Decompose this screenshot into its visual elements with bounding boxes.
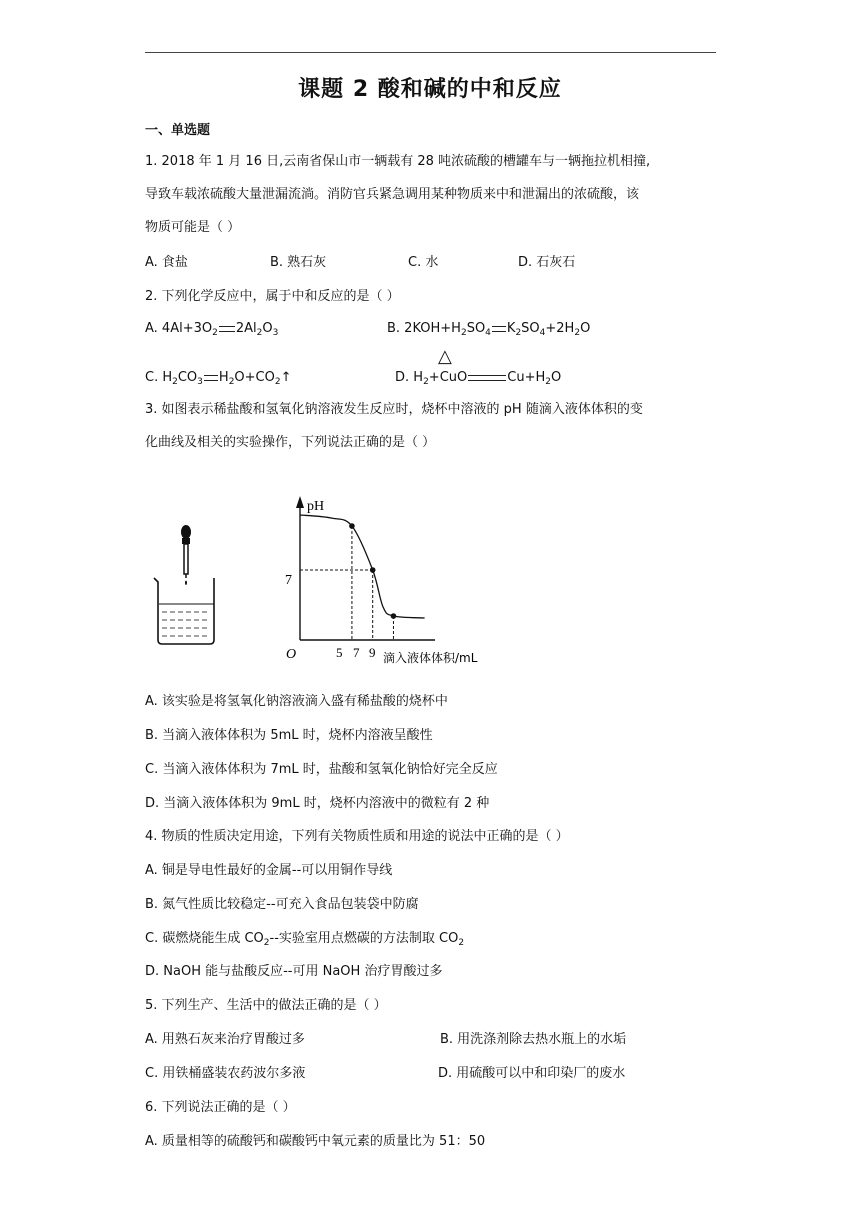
q2-option-a: A. $4Al+3O_2$ $2Al_2O_3$ <box>145 321 279 338</box>
q1-option-c: C. 水 <box>408 255 439 270</box>
q4-option-b: B. 氮气性质比较稳定--可充入食品包装袋中防腐 <box>145 897 419 912</box>
q5-option-c: C. 用铁桶盛装农药波尔多液 <box>145 1066 306 1081</box>
q3-option-c: C. 当滴入液体体积为 7mL 时，盐酸和氢氧化钠恰好完全反应 <box>145 762 498 777</box>
q4-option-c: C. 碳燃烧能生成 $CO_2--$实验室用点燃碳的方法制取 $CO_2$ <box>145 931 465 948</box>
x-tick-5: 5 <box>336 645 343 660</box>
q1-option-d: D. 石灰石 <box>518 255 576 270</box>
q2-option-b: B. $2KOH+H_2SO_4$ $K_2SO_4+2H_2O$ <box>387 321 591 338</box>
header-rule <box>145 52 716 53</box>
q5-option-b: B. 用洗涤剂除去热水瓶上的水垢 <box>440 1032 627 1047</box>
q4-option-a: A. 铜是导电性最好的金属--可以用铜作导线 <box>145 863 393 878</box>
q4-option-d: D. NaOH 能与盐酸反应--可用 NaOH 治疗胃酸过多 <box>145 964 443 979</box>
x-axis-label: 滴入液体体积/mL <box>383 651 478 665</box>
q1-line2: 导致车载浓硫酸大量泄漏流淌。消防官兵紧急调用某种物质来中和泄漏出的浓硫酸，该 <box>145 187 640 202</box>
q4-stem: 4. 物质的性质决定用途，下列有关物质性质和用途的说法中正确的是（ ） <box>145 829 569 844</box>
q2-stem: 2. 下列化学反应中，属于中和反应的是（ ） <box>145 289 400 304</box>
data-point-5 <box>349 523 355 529</box>
q1-option-a: A. 食盐 <box>145 255 188 270</box>
heat-symbol: △ <box>438 346 452 367</box>
q5-option-d: D. 用硫酸可以中和印染厂的废水 <box>438 1066 626 1081</box>
q3-option-b: B. 当滴入液体体积为 5mL 时，烧杯内溶液呈酸性 <box>145 728 433 743</box>
q1-line1: 1. 2018 年 1 月 16 日,云南省保山市一辆载有 28 吨浓硫酸的槽罐车与一辆拖拉机相撞, <box>145 154 651 169</box>
beaker-icon <box>154 578 214 644</box>
q2-option-c: C. $H_2CO_3$ $H_2O+CO_2↑$ <box>145 370 292 387</box>
ph-curve-line <box>300 515 425 618</box>
q6-stem: 6. 下列说法正确的是（ ） <box>145 1100 296 1115</box>
q6-option-a: A. 质量相等的硫酸钙和碳酸钙中氧元素的质量比为 51：50 <box>145 1134 486 1149</box>
q3-line1: 3. 如图表示稀盐酸和氢氧化钠溶液发生反应时，烧杯中溶液的 pH 随滴入液体体积的变 <box>145 402 643 417</box>
q2-option-d: D. $H_2+CuO$ $Cu+H_2O$ <box>395 370 562 387</box>
y-axis <box>296 496 304 640</box>
q1-line3: 物质可能是（ ） <box>145 220 241 235</box>
q3-line2: 化曲线及相关的实验操作，下列说法正确的是（ ） <box>145 435 436 450</box>
y-tick-7: 7 <box>285 573 292 588</box>
data-point-7 <box>370 567 376 573</box>
beaker-dropper-figure <box>148 520 228 650</box>
section-heading: 一、单选题 <box>145 123 211 138</box>
q5-option-a: A. 用熟石灰来治疗胃酸过多 <box>145 1032 305 1047</box>
y-axis-label: pH <box>307 499 325 514</box>
x-tick-9: 9 <box>369 645 376 660</box>
dropper-icon <box>181 525 191 585</box>
page-title: 课题 2 酸和碱的中和反应 <box>298 77 562 102</box>
q3-option-d: D. 当滴入液体体积为 9mL 时，烧杯内溶液中的微粒有 2 种 <box>145 796 490 811</box>
x-tick-7: 7 <box>353 645 360 660</box>
q5-stem: 5. 下列生产、生活中的做法正确的是（ ） <box>145 998 387 1013</box>
q3-option-a: A. 该实验是将氢氧化钠溶液滴入盛有稀盐酸的烧杯中 <box>145 694 448 709</box>
origin-label: O <box>286 647 297 662</box>
q1-option-b: B. 熟石灰 <box>270 255 327 270</box>
data-point-9 <box>391 613 397 619</box>
ph-curve-chart <box>280 490 520 670</box>
